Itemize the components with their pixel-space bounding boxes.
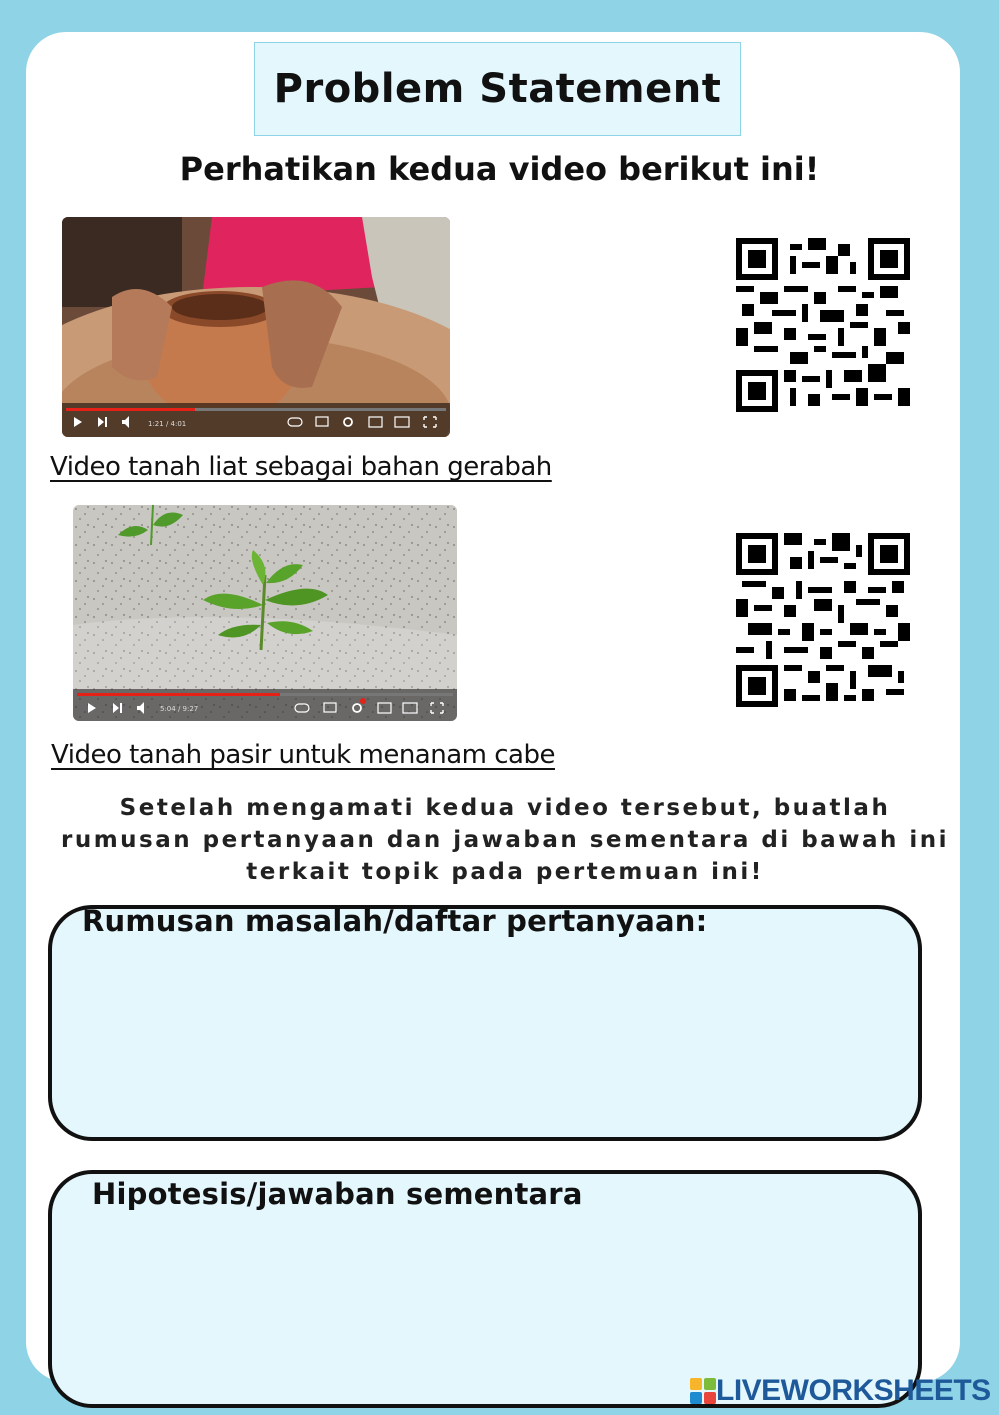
instructions-text: Setelah mengamati kedua video tersebut, buatlah rumusan pertanyaan dan jawaban sementara di bawah ini terkait topik pada pertemuan ini! bbox=[60, 795, 949, 885]
page-title: Problem Statement bbox=[273, 66, 722, 112]
title-box bbox=[254, 42, 741, 136]
hypothesis-label: Hipotesis/jawaban sementara bbox=[92, 1177, 583, 1211]
subtitle: Perhatikan kedua video berikut ini! bbox=[179, 150, 820, 188]
qr-code-sand bbox=[736, 533, 910, 711]
liveworksheets-logo-icon bbox=[690, 1378, 716, 1404]
sand-video-image bbox=[73, 505, 457, 721]
video-thumbnail-clay[interactable] bbox=[62, 217, 450, 437]
brand-text: LIVEWORKSHEETS bbox=[716, 1374, 991, 1407]
video-caption-clay[interactable]: Video tanah liat sebagai bahan gerabah bbox=[50, 452, 552, 482]
pottery-video-image bbox=[62, 217, 450, 437]
video-progress-bar[interactable] bbox=[66, 408, 195, 411]
questions-label: Rumusan masalah/daftar pertanyaan: bbox=[82, 904, 708, 938]
qr-code-icon bbox=[736, 238, 910, 412]
video-time-sand: 5:04 / 9:27 bbox=[160, 705, 199, 713]
hypothesis-input[interactable] bbox=[80, 1222, 894, 1386]
liveworksheets-logo bbox=[690, 1374, 991, 1408]
qr-code-clay bbox=[736, 238, 910, 416]
qr-code-icon bbox=[736, 533, 910, 707]
questions-input[interactable] bbox=[80, 950, 894, 1124]
video-time-clay: 1:21 / 4:01 bbox=[148, 420, 187, 428]
video-thumbnail-sand[interactable] bbox=[73, 505, 457, 721]
video-progress-bar[interactable] bbox=[77, 693, 280, 696]
video-caption-sand[interactable]: Video tanah pasir untuk menanam cabe bbox=[51, 740, 555, 770]
